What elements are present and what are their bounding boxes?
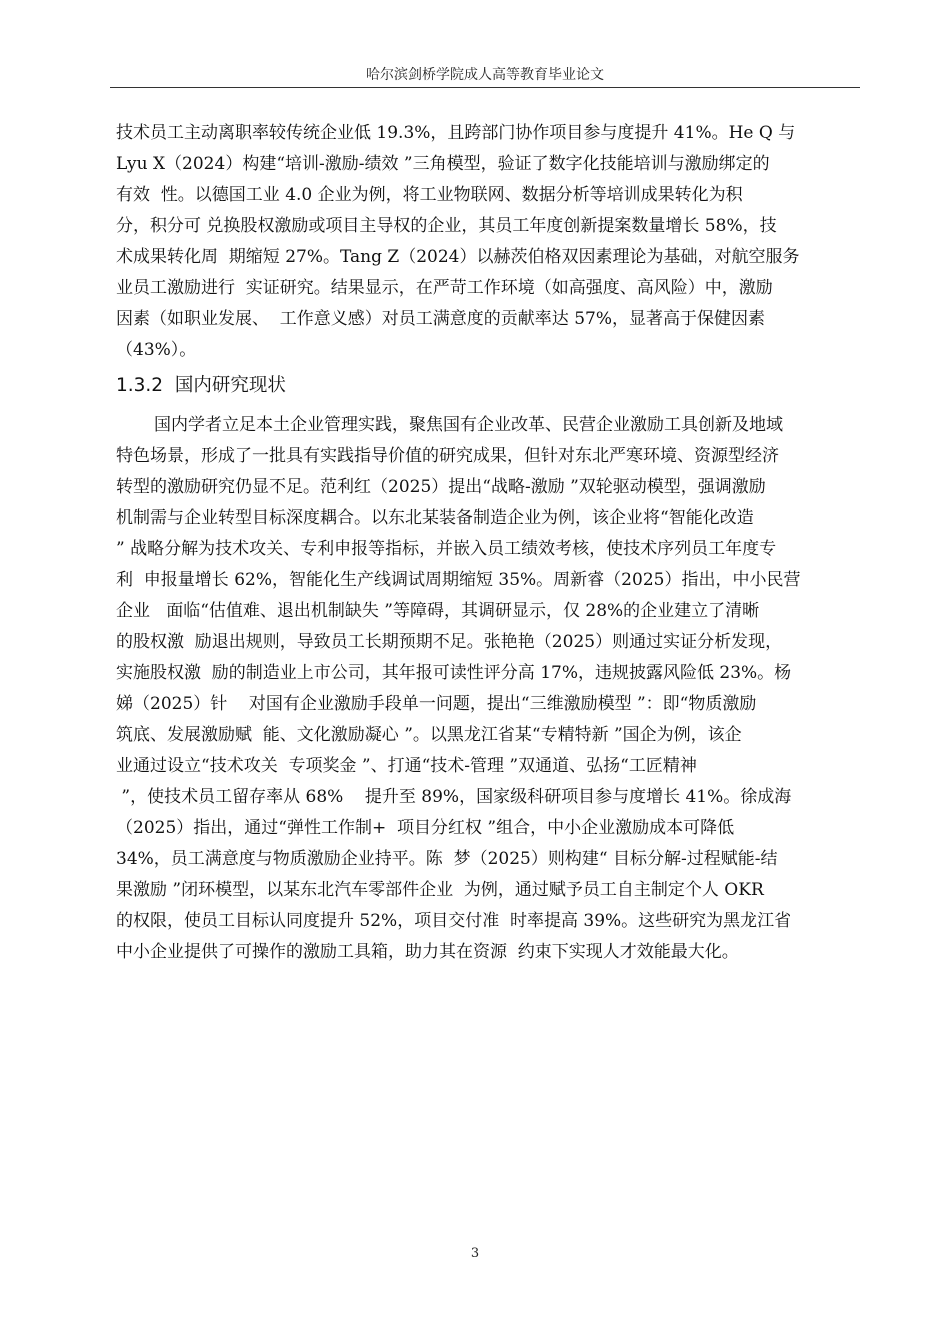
text-line: 业员工激励进行 实证研究。结果显示，在严苛工作环境（如高强度、高风险）中，激励 [116,278,773,298]
text-line: 因素（如职业发展、 工作意义感）对员工满意度的贡献率达 57%，显著高于保健因素 [116,309,765,329]
text-line: 转型的激励研究仍显不足。范利红（2025）提出“战略-激励 ”双轮驱动模型，强调激励 [116,477,766,497]
header-rule [110,87,860,88]
text-line: 筑底、发展激励赋 能、文化激励凝心 ”。以黑龙江省某“专精特新 ”国企为例，该企 [116,725,742,745]
text-line: Lyu X（2024）构建“培训-激励-绩效 ”三角模型，验证了数字化技能培训与激励绑定的 [116,154,770,174]
text-line: 机制需与企业转型目标深度耦合。以东北某装备制造企业为例，该企业将“智能化改造 [116,508,754,528]
text-line: ” 战略分解为技术攻关、专利申报等指标，并嵌入员工绩效考核，使技术序列员工年度专 [116,539,777,559]
text-line: 有效 性。以德国工业 4.0 企业为例，将工业物联网、数据分析等培训成果转化为积 [116,185,743,205]
text-line: 企业 面临“估值难、退出机制缺失 ”等障碍，其调研显示，仅 28%的企业建立了清晰 [116,601,760,621]
text-line: 的股权激 励退出规则，导致员工长期预期不足。张艳艳（2025）则通过实证分析发现， [116,632,783,652]
section-heading: 1.3.2 国内研究现状 [116,375,286,396]
text-line: ”，使技术员工留存率从 68% 提升至 89%，国家级科研项目参与度增长 41%。徐成海 [116,787,792,807]
text-line: 实施股权激 励的制造业上市公司，其年报可读性评分高 17%，违规披露风险低 23%。杨 [116,663,792,683]
text-line: 特色场景，形成了一批具有实践指导价值的研究成果，但针对东北严寒环境、资源型经济 [116,446,779,466]
text-line: 业通过设立“技术攻关 专项奖金 ”、打通“技术-管理 ”双通道、弘扬“工匠精神 [116,756,697,776]
text-line: 果激励 ”闭环模型，以某东北汽车零部件企业 为例，通过赋予员工自主制定个人 OKR [116,880,764,900]
text-line: 术成果转化周 期缩短 27%。Tang Z（2024）以赫茨伯格双因素理论为基础，对航空服务 [116,247,800,267]
text-line: （43%）。 [116,340,197,360]
paragraph-domestic-research [116,410,876,968]
text-line: 技术员工主动离职率较传统企业低 19.3%，且跨部门协作项目参与度提升 41%。He Q 与 [116,123,796,143]
page-number: 3 [470,1246,480,1261]
text-line: 国内学者立足本土企业管理实践，聚焦国有企业改革、民营企业激励工具创新及地域 [154,415,783,435]
text-line: 34%，员工满意度与物质激励企业持平。陈 梦（2025）则构建“ 目标分解-过程赋能-结 [116,849,778,869]
text-line: 的权限，使员工目标认同度提升 52%，项目交付准 时率提高 39%。这些研究为黑龙江省 [116,911,792,931]
text-line: （2025）指出，通过“弹性工作制+ 项目分红权 ”组合，中小企业激励成本可降低 [116,818,735,838]
text-line: 利 申报量增长 62%，智能化生产线调试周期缩短 35%。周新睿（2025）指出，中小民营 [116,570,801,590]
text-line: 分，积分可 兑换股权激励或项目主导权的企业，其员工年度创新提案数量增长 58%，技 [116,216,777,236]
running-header: 哈尔滨剑桥学院成人高等教育毕业论文 [366,67,604,83]
text-line: 中小企业提供了可操作的激励工具箱，助力其在资源 约束下实现人才效能最大化。 [116,942,739,962]
paragraph-international-research [116,118,876,366]
page-body [116,118,876,968]
text-line: 娣（2025）针 对国有企业激励手段单一问题，提出“三维激励模型 ”：即“物质激励 [116,694,757,714]
